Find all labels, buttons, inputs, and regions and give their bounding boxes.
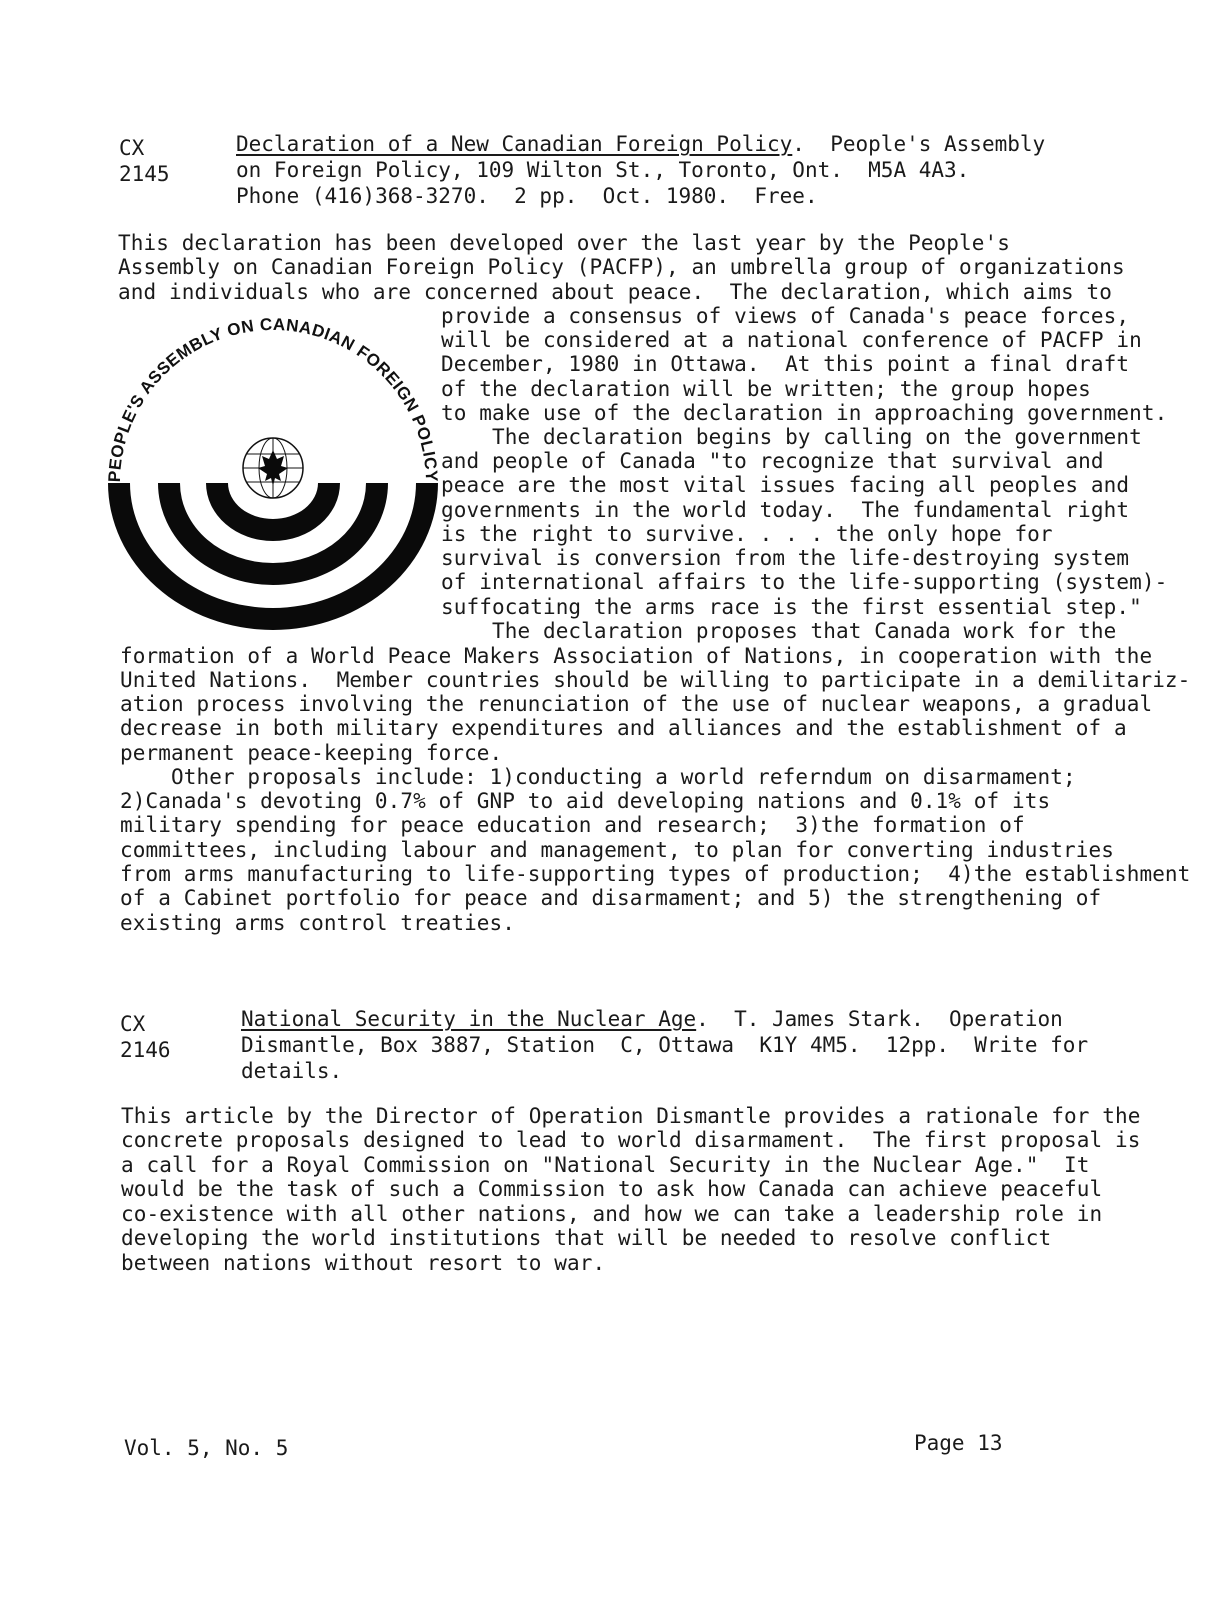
body-line: permanent peace-keeping force. <box>120 741 503 765</box>
body-line: ation process involving the renunciation of the use of nuclear weapons, a gradual <box>120 692 1153 716</box>
body-line: committees, including labour and management, to plan for converting industries <box>120 838 1114 862</box>
citation-title: Declaration of a New Canadian Foreign Policy <box>236 132 793 156</box>
body-line: of the declaration will be written; the group hopes <box>441 377 1091 401</box>
code-prefix: CX <box>120 1012 146 1036</box>
body-line: peace are the most vital issues facing all peoples and <box>441 473 1130 497</box>
body-line: co-existence with all other nations, and how we can take a leadership role in <box>121 1202 1103 1226</box>
body-line: will be considered at a national conference of PACFP in <box>441 328 1142 352</box>
body-line: and individuals who are concerned about peace. The declaration, which aims to <box>118 280 1112 304</box>
assembly-logo-graphic <box>108 318 438 658</box>
citation <box>236 131 1045 157</box>
globe-icon <box>243 438 303 498</box>
body-line: The declaration proposes that Canada work for the <box>441 619 1117 643</box>
code-number: 2146 <box>120 1038 171 1062</box>
body-line: December, 1980 in Ottawa. At this point a final draft <box>441 352 1130 376</box>
body-line: is the right to survive. . . . the only hope for <box>441 522 1053 546</box>
citation-line: on Foreign Policy, 109 Wilton St., Toronto, Ont. M5A 4A3. <box>236 158 970 182</box>
body-line: This declaration has been developed over the last year by the People's <box>118 231 1011 255</box>
entry-code <box>119 135 170 187</box>
body-line: developing the world institutions that will be needed to resolve conflict <box>121 1226 1052 1250</box>
body-line: decrease in both military expenditures and alliances and the establishment of a <box>120 716 1127 740</box>
body-line: provide a consensus of views of Canada's peace forces, <box>441 304 1130 328</box>
body-line: and people of Canada "to recognize that survival and <box>441 449 1104 473</box>
body-line: from arms manufacturing to life-supporting types of production; 4)the establishment <box>120 862 1191 886</box>
citation-title: National Security in the Nuclear Age <box>241 1007 697 1031</box>
assembly-logo <box>108 318 438 658</box>
body-line: would be the task of such a Commission to ask how Canada can achieve peaceful <box>121 1177 1103 1201</box>
body-line: to make use of the declaration in approaching government. <box>441 401 1168 425</box>
body-line: governments in the world today. The fundamental right <box>441 498 1130 522</box>
body-line: formation of a World Peace Makers Association of Nations, in cooperation with the <box>120 644 1153 668</box>
body-line: concrete proposals designed to lead to world disarmament. The first proposal is <box>121 1128 1141 1152</box>
entry-code <box>120 1011 171 1063</box>
body-line: between nations without resort to war. <box>121 1251 606 1275</box>
body-line: of a Cabinet portfolio for peace and disarmament; and 5) the strengthening of <box>120 886 1102 910</box>
body-line: suffocating the arms race is the first essential step." <box>441 595 1142 619</box>
body-line: existing arms control treaties. <box>120 911 516 935</box>
footer-volume: Vol. 5, No. 5 <box>124 1436 289 1460</box>
body-line: The declaration begins by calling on the government <box>441 425 1142 449</box>
citation-line: details. <box>241 1059 343 1083</box>
code-number: 2145 <box>119 162 170 186</box>
logo-ring-text: OPLE'S ASSEMBLY ON CANADIAN FOREIGN POLI <box>108 318 438 460</box>
body-line: This article by the Director of Operation Dismantle provides a rationale for the <box>121 1104 1141 1128</box>
code-prefix: CX <box>119 136 145 160</box>
body-line: 2)Canada's devoting 0.7% of GNP to aid developing nations and 0.1% of its <box>120 789 1051 813</box>
citation-line: Dismantle, Box 3887, Station C, Ottawa K1Y 4M5. 12pp. Write for <box>241 1033 1089 1057</box>
citation-line: . People's Assembly <box>792 132 1046 156</box>
body-line: survival is conversion from the life-destroying system <box>441 546 1130 570</box>
body-line: Assembly on Canadian Foreign Policy (PACFP), an umbrella group of organizations <box>118 255 1125 279</box>
citation-line: . T. James Stark. Operation <box>696 1007 1063 1031</box>
body-line: a call for a Royal Commission on "National Security in the Nuclear Age." It <box>121 1153 1090 1177</box>
body-line: United Nations. Member countries should be willing to participate in a demilitariz- <box>120 668 1191 692</box>
body-line: of international affairs to the life-supporting (system)- <box>441 570 1168 594</box>
body-line: Other proposals include: 1)conducting a world referndum on disarmament; <box>120 765 1076 789</box>
citation <box>241 1006 1063 1032</box>
footer-page-number: Page 13 <box>914 1431 1003 1455</box>
citation-line: Phone (416)368-3270. 2 pp. Oct. 1980. Free. <box>236 184 818 208</box>
body-line: military spending for peace education and research; 3)the formation of <box>120 813 1025 837</box>
